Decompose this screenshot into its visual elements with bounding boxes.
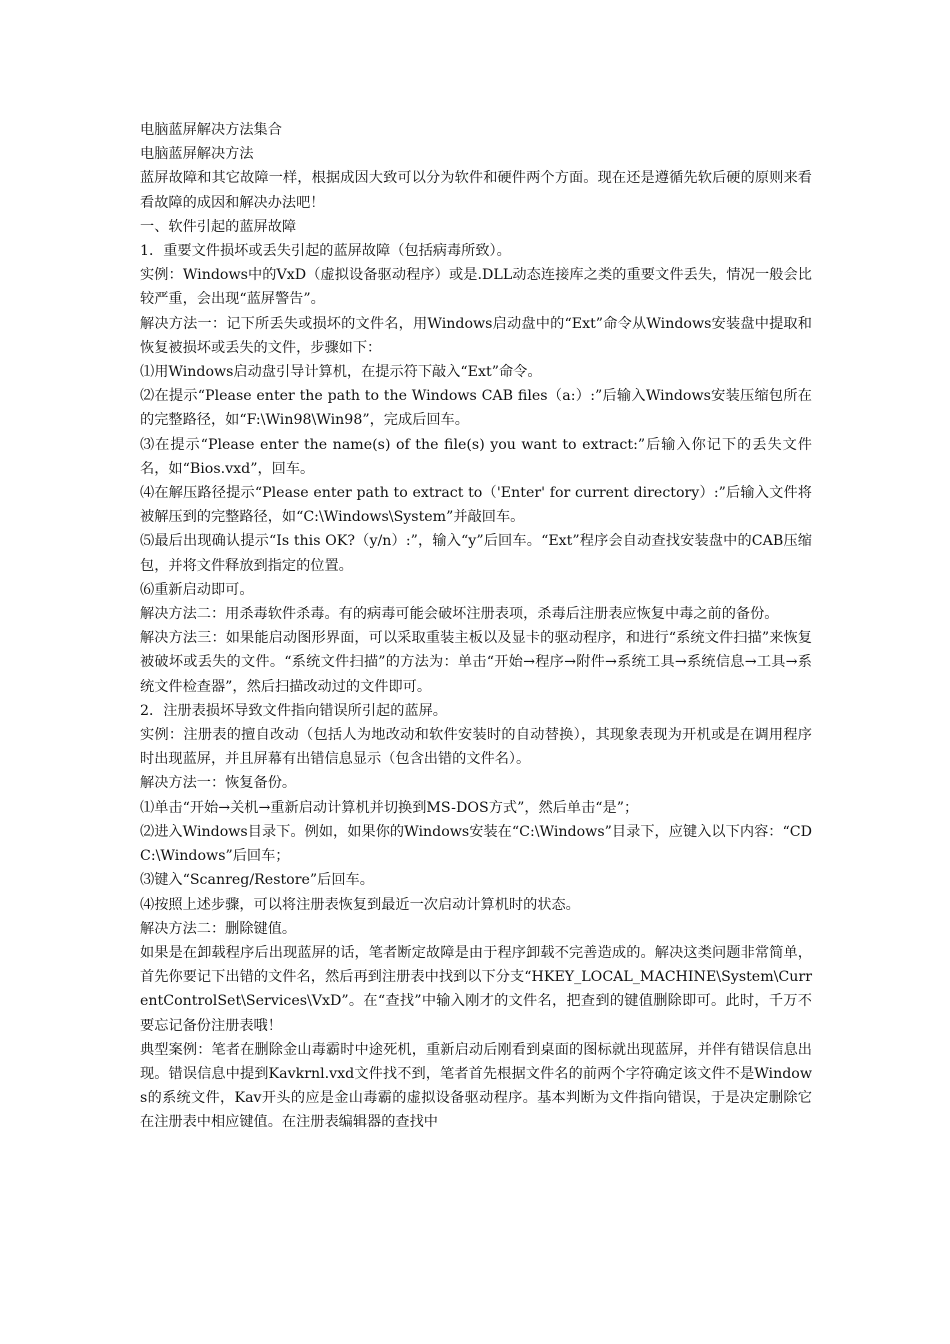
section-heading-software: 一、软件引起的蓝屏故障	[140, 218, 297, 235]
step-5: ⑸最后出现确认提示“Is this OK?（y/n）:”，输入“y”后回车。“Ext”程序会自动查找安装盘中的CAB压缩包，并将文件释放到指定的位置。	[140, 533, 812, 574]
paragraph-solution-2-1: 解决方法一：恢复备份。	[140, 775, 297, 792]
paragraph-example-1: 实例：Windows中的VxD（虚拟设备驱动程序）或是.DLL动态连接库之类的重要文件丢失，情况一般会比较严重，会出现“蓝屏警告”。	[140, 267, 812, 308]
restore-step-3: ⑶键入“Scanreg/Restore”后回车。	[140, 872, 374, 889]
paragraph-solution-1-2: 解决方法二：用杀毒软件杀毒。有的病毒可能会破坏注册表项，杀毒后注册表应恢复中毒之前的备份。	[140, 606, 779, 623]
subsection-heading-2: 2．注册表损坏导致文件指向错误所引起的蓝屏。	[140, 702, 447, 719]
document-page	[140, 118, 817, 1135]
paragraph-solution-1-1: 解决方法一：记下所丢失或损坏的文件名，用Windows启动盘中的“Ext”命令从Windows安装盘中提取和恢复被损坏或丢失的文件，步骤如下：	[140, 315, 812, 356]
subsection-heading-1: 1．重要文件损坏或丢失引起的蓝屏故障（包括病毒所致）。	[140, 243, 511, 260]
step-6: ⑹重新启动即可。	[140, 581, 254, 598]
restore-step-4: ⑷按照上述步骤，可以将注册表恢复到最近一次启动计算机时的状态。	[140, 896, 580, 913]
paragraph-solution-1-3: 解决方法三：如果能启动图形界面，可以采取重装主板以及显卡的驱动程序，和进行“系统文件扫描”来恢复被破坏或丢失的文件。“系统文件扫描”的方法为：单击“开始→程序→附件→系统工具→系统信息→工具→系统文件检查器”，然后扫描改动过的文件即可。	[140, 630, 812, 695]
paragraph-example-2: 实例：注册表的擅自改动（包括人为地改动和软件安装时的自动替换），其现象表现为开机或是在调用程序时出现蓝屏，并且屏幕有出错信息显示（包含出错的文件名）。	[140, 727, 812, 768]
document-title: 电脑蓝屏解决方法集合	[140, 122, 282, 138]
restore-step-1: ⑴单击“开始→关机→重新启动计算机并切换到MS-DOS方式”，然后单击“是”；	[140, 799, 639, 816]
paragraph-solution-2-2: 解决方法二：删除键值。	[140, 920, 297, 937]
step-4: ⑷在解压路径提示“Please enter path to extract to（'Enter' for current directory）:”后输入文件将被解压到的完整路径，如“C:\Windows\System”并敲回车。	[140, 485, 812, 526]
paragraph-case: 典型案例：笔者在删除金山毒霸时中途死机，重新启动后刚看到桌面的图标就出现蓝屏，并伴有错误信息出现。错误信息中提到Kavkrnl.vxd文件找不到，笔者首先根据文件名的前两个字符确定该文件不是Windows的系统文件，Kav开头的应是金山毒霸的虚拟设备驱动程序。基本判断为文件指向错误，于是决定删除它在注册表中相应键值。在注册表编辑器的查找中	[140, 1041, 812, 1131]
restore-step-2: ⑵进入Windows目录下。例如，如果你的Windows安装在“C:\Windows”目录下，应键入以下内容：“CD C:\Windows”后回车；	[140, 823, 817, 865]
paragraph-intro: 蓝屏故障和其它故障一样，根据成因大致可以分为软件和硬件两个方面。现在还是遵循先软后硬的原则来看看故障的成因和解决办法吧！	[140, 170, 812, 211]
paragraph-delete-key: 如果是在卸载程序后出现蓝屏的话，笔者断定故障是由于程序卸载不完善造成的。解决这类问题非常简单，首先你要记下出错的文件名，然后再到注册表中找到以下分支“HKEY_LOCAL_MACHINE\System\CurrentControlSet\Services\VxD”。在“查找”中输入刚才的文件名，把查到的键值删除即可。此时，千万不要忘记备份注册表哦！	[140, 944, 812, 1034]
step-3: ⑶在提示“Please enter the name(s) of the file(s) you want to extract:”后输入你记下的丢失文件名，如“Bios.vxd”，回车。	[140, 436, 812, 477]
step-1: ⑴用Windows启动盘引导计算机，在提示符下敲入“Ext”命令。	[140, 364, 542, 381]
step-2: ⑵在提示“Please enter the path to the Windows CAB files（a:）:”后输入Windows安装压缩包所在的完整路径，如“F:\Win98\Win98”，完成后回车。	[140, 388, 812, 429]
document-subtitle: 电脑蓝屏解决方法	[140, 146, 254, 163]
